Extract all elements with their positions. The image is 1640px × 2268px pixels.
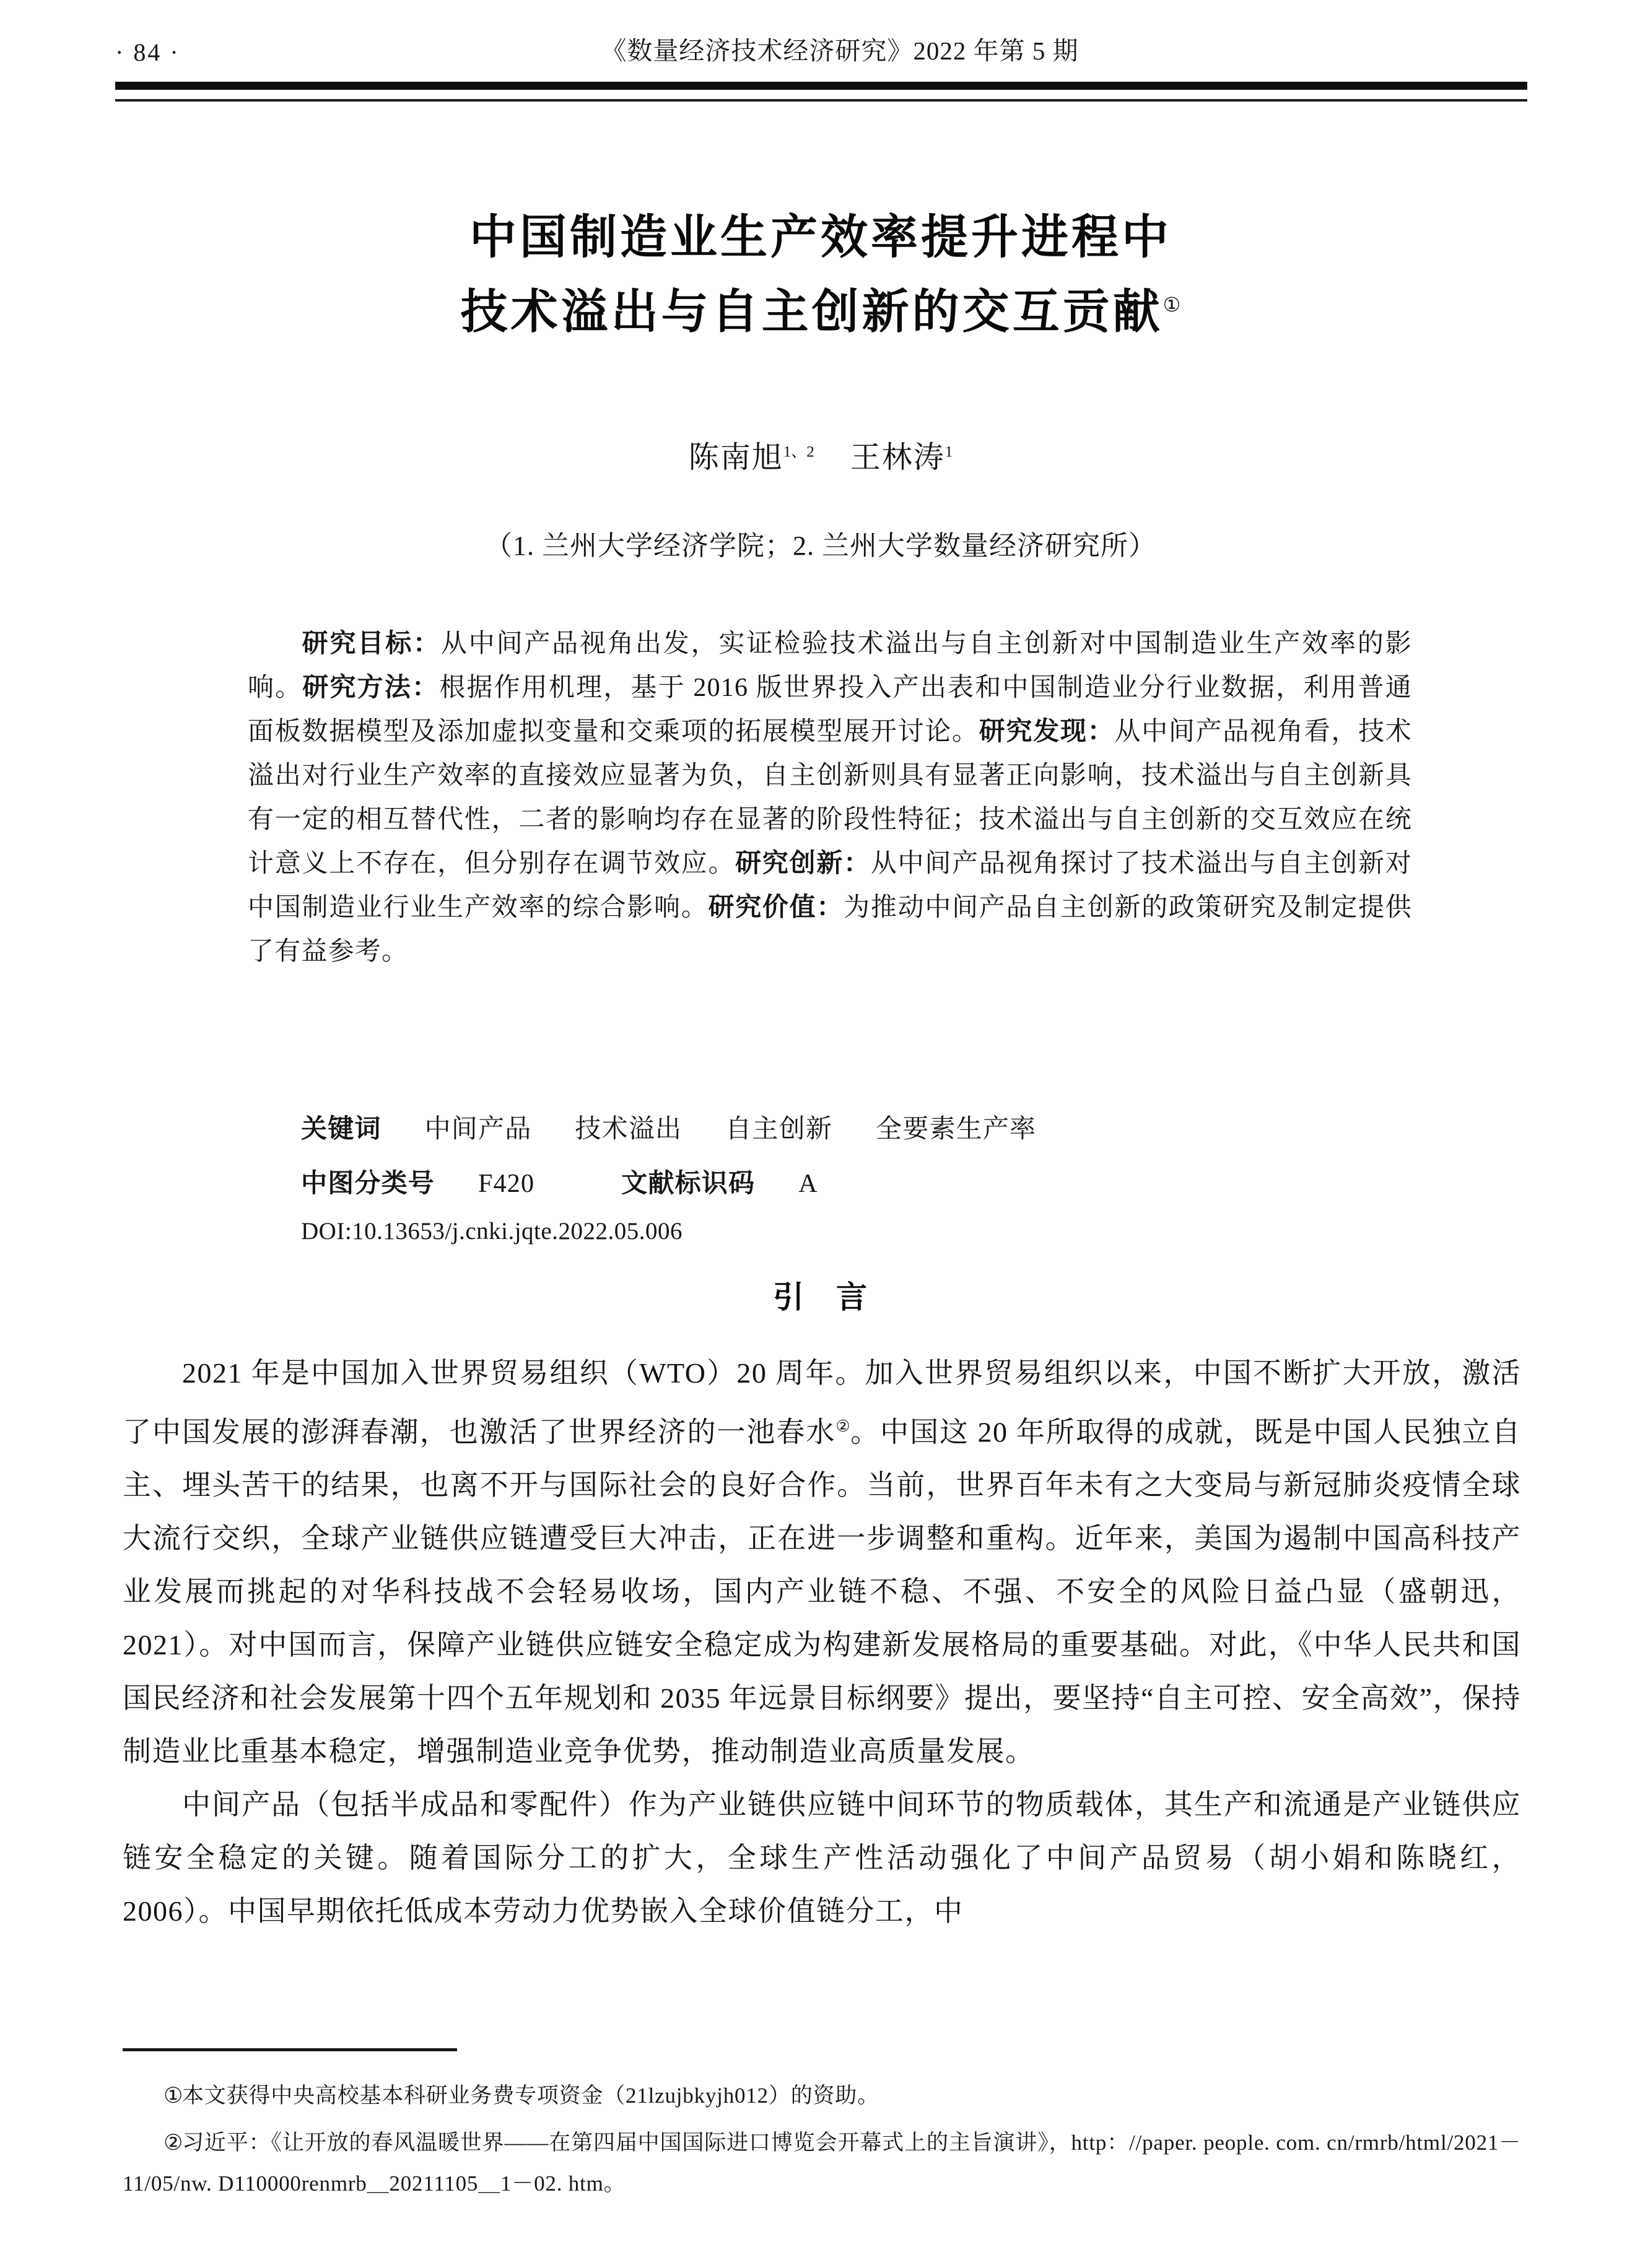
body-paragraph-1-part-a: 2021 年是中国加入世界贸易组织（WTO）20 周年。加入世界贸易组织以来，中国不断扩大开放，激活了中国发展的澎湃春潮，也激活了世界经济的一池春水: [123, 1357, 1521, 1448]
journal-issue-line: 《数量经济技术经济研究》2022 年第 5 期: [601, 37, 1079, 65]
author-affil-mark-1: 1、2: [783, 443, 814, 461]
keyword-item-0: 中间产品: [424, 1115, 532, 1144]
doi-value: DOI:10.13653/j.cnki.jqte.2022.05.006: [301, 1218, 683, 1245]
footnote-block: [123, 2075, 1521, 2210]
abstract-text-objective: 从中间产品视角出发，实证检验技术溢出与自主创新对中国制造业生产效率的影响。: [248, 630, 1412, 702]
doc-code-label: 文献标识码: [621, 1170, 756, 1198]
body-paragraph-1: [123, 1347, 1521, 1778]
footnote-1-mark: ①: [164, 2083, 184, 2108]
body-text: [123, 1347, 1521, 1938]
body-paragraph-2: 中间产品（包括半成品和零配件）作为产业链供应链中间环节的物质载体，其生产和流通是产业链供应链安全稳定的关键。随着国际分工的扩大，全球生产性活动强化了中间产品贸易（胡小娟和陈晓红，2006）。中国早期依托低成本劳动力优势嵌入全球价值链分工，中: [123, 1789, 1521, 1927]
abstract-label-objective: 研究目标：: [301, 630, 441, 658]
section-heading-char-1: 引: [773, 1280, 805, 1314]
abstract-label-innovation: 研究创新：: [735, 849, 871, 878]
footnote-1-text: 本文获得中央高校基本科研业务费专项资金（21lzujbkyjh012）的资助。: [182, 2083, 879, 2108]
footnote-2-mark: ②: [164, 2131, 184, 2155]
keywords-line: [248, 1108, 1412, 1145]
title-footnote-mark: ①: [1162, 293, 1181, 316]
page-title: [186, 204, 1455, 345]
clc-label: 中图分类号: [301, 1170, 435, 1198]
doi-line: [248, 1217, 1412, 1245]
abstract-text-method: 根据作用机理，基于 2016 版世界投入产出表和中国制造业分行业数据，利用普通面板数据模型及添加虚拟变量和交乘项的拓展模型展开讨论。: [248, 674, 1412, 746]
body-paragraph-1-part-b: 。中国这 20 年所取得的成就，既是中国人民独立自主、埋头苦干的结果，也离不开与国际社会的良好合作。当前，世界百年未有之大变局与新冠肺炎疫情全球大流行交织，全球产业链供应链遭受巨大冲击，正在进一步调整和重构。近年来，美国为遏制中国高科技产业发展而挑起的对华科技战不会轻易收场，国内产业链不稳、不强、不安全的风险日益凸显（盛朝迅，2021）。对中国而言，保障产业链供应链安全稳定成为构建新发展格局的重要基础。对此，《中华人民共和国国民经济和社会发展第十四个五年规划和 2035 年远景目标纲要》提出，要坚持“自主可控、安全高效”，保持制造业比重基本稳定，增强制造业竞争优势，推动制造业高质量发展。: [123, 1416, 1522, 1768]
title-line-2-text: 技术溢出与自主创新的交互贡献: [460, 286, 1163, 339]
abstract-text-value: 为推动中间产品自主创新的政策研究及制定提供了有益参考。: [248, 893, 1412, 966]
header-rule-thick: [115, 82, 1527, 90]
keywords-label: 关键词: [301, 1115, 382, 1144]
running-head: [115, 24, 1527, 67]
title-line-1: 中国制造业生产效率提升进程中: [469, 212, 1172, 264]
footnote-1: [123, 2075, 1521, 2116]
clc-value: F420: [478, 1170, 535, 1198]
classification-line: [248, 1163, 1412, 1200]
author-affil-mark-2: 1: [944, 443, 953, 461]
author-list: [186, 433, 1455, 477]
footnote-2: [123, 2122, 1521, 2204]
abstract-label-value: 研究价值：: [708, 893, 844, 922]
header-rule-thin: [115, 99, 1527, 102]
section-heading-char-2: 言: [836, 1280, 868, 1314]
abstract-label-method: 研究方法：: [302, 674, 440, 702]
abstract-text-findings: 从中间产品视角看，技术溢出对行业生产效率的直接效应显著为负，自主创新则具有显著正向影响，技术溢出与自主创新具有一定的相互替代性，二者的影响均存在显著的阶段性特征；技术溢出与自主创新的交互效应在统计意义上不存在，但分别存在调节效应。: [248, 718, 1412, 878]
affiliation-line: （1. 兰州大学经济学院；2. 兰州大学数量经济研究所）: [485, 531, 1156, 561]
abstract-block: [248, 622, 1412, 974]
author-name-2: 王林涛: [850, 440, 945, 474]
keyword-item-1: 技术溢出: [575, 1115, 683, 1144]
abstract-text-innovation: 从中间产品视角探讨了技术溢出与自主创新对中国制造业行业生产效率的综合影响。: [248, 849, 1412, 922]
abstract-label-findings: 研究发现：: [979, 718, 1115, 746]
author-name-1: 陈南旭: [688, 440, 783, 474]
title-line-2: [186, 271, 1455, 345]
keyword-item-3: 全要素生产率: [876, 1115, 1037, 1144]
body-footnote-mark-2: ②: [835, 1417, 851, 1435]
doc-code-value: A: [798, 1170, 818, 1198]
footnote-separator-rule: [123, 2048, 457, 2051]
page-folio: · 84 ·: [115, 38, 180, 66]
keyword-item-2: 自主创新: [725, 1115, 833, 1144]
footnote-2-text: 习近平：《让开放的春风温暖世界——在第四届中国国际进口博览会开幕式上的主旨演讲》，http：//paper. people. com. cn/rmrb/html/2021－11/05/nw. D110000renmrb＿20211105＿1－02. htm。: [123, 2131, 1521, 2196]
section-heading-introduction: [186, 1272, 1455, 1317]
